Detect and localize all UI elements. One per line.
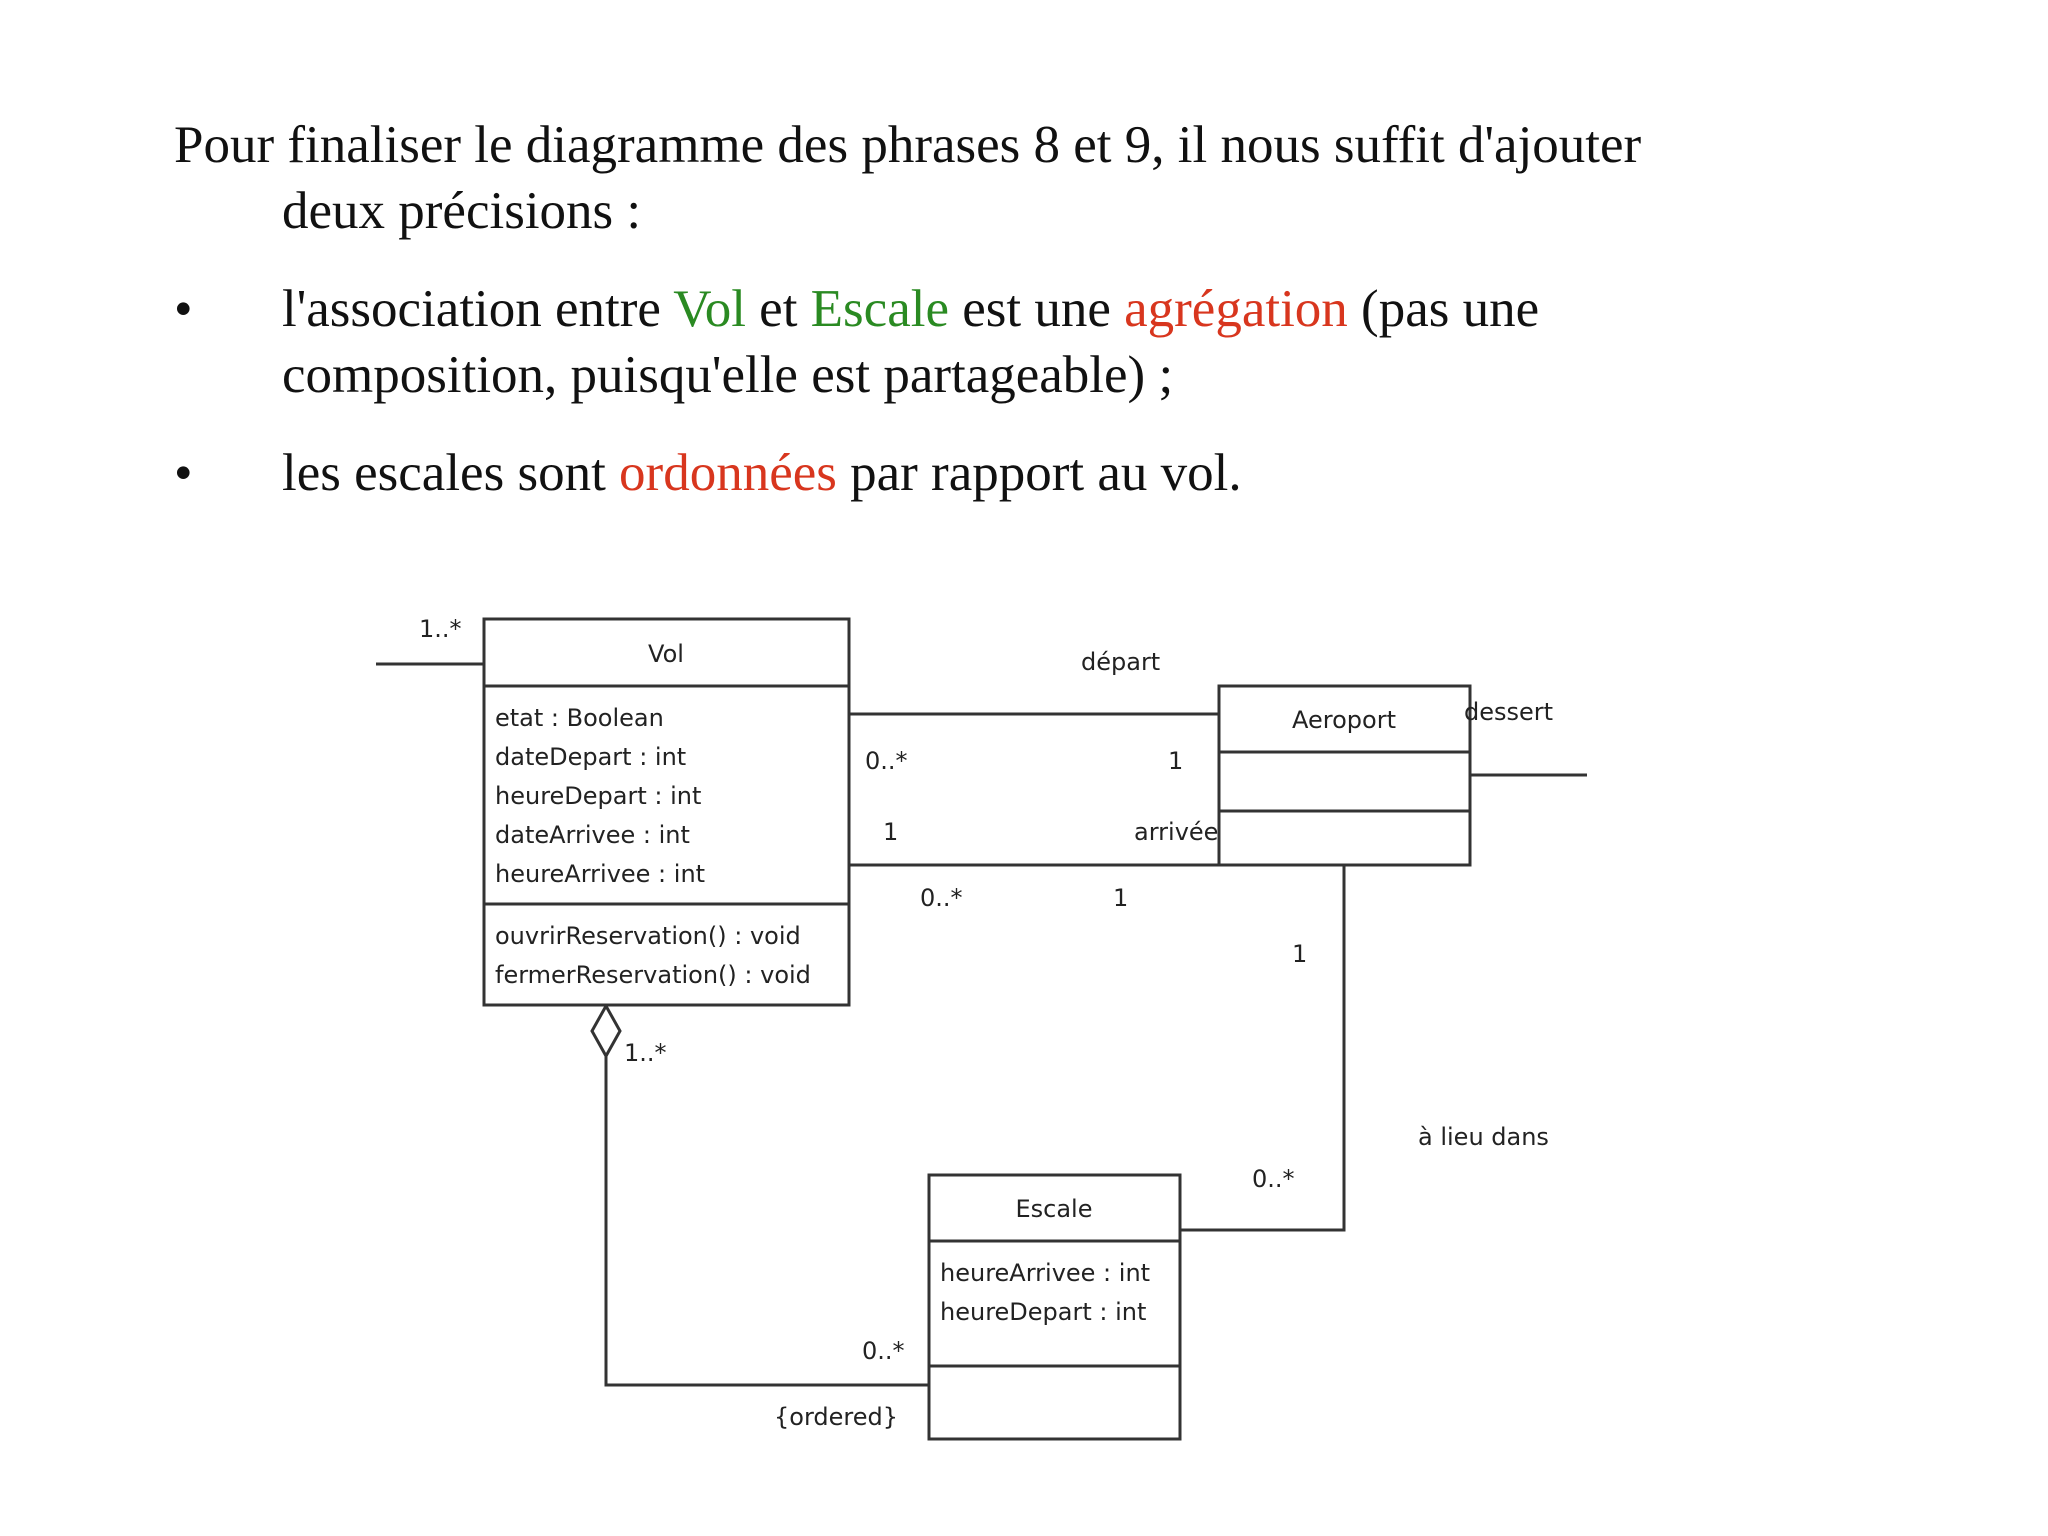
bullet-1-text-b: et	[745, 280, 811, 338]
bullet-1-text-d: (pas une	[1347, 280, 1540, 338]
vol-attr-dateArrivee: dateArrivee : int	[495, 821, 690, 849]
term-escale: Escale	[810, 280, 949, 338]
intro-line-2: deux précisions :	[282, 182, 642, 240]
aeroport-class-name: Aeroport	[1292, 706, 1396, 734]
class-vol	[484, 619, 849, 1005]
intro-line-1: Pour finaliser le diagramme des phrases 8 et 9, il nous suffit d'ajouter	[174, 116, 1642, 174]
bullet-2-marker: •	[174, 444, 193, 502]
bullet-2-text-b: par rapport au vol.	[836, 444, 1242, 502]
bullet-1-marker: •	[174, 280, 193, 338]
lower-vol-multiplicity: 0..*	[920, 884, 963, 912]
vol-op-ouvrir: ouvrirReservation() : void	[495, 922, 801, 950]
aggregation-diamond	[592, 1006, 620, 1056]
aggregation-line	[606, 1056, 929, 1385]
arrivee-vol-multiplicity: 1	[883, 818, 899, 846]
lieu-aeroport-multiplicity: 1	[1292, 940, 1308, 968]
vol-attr-heureDepart: heureDepart : int	[495, 782, 702, 810]
aggregation-vol-multiplicity: 1..*	[624, 1039, 667, 1067]
dessert-role-label: dessert	[1464, 698, 1554, 726]
depart-aeroport-multiplicity: 1	[1168, 747, 1184, 775]
lower-aeroport-multiplicity: 1	[1113, 884, 1129, 912]
ordered-constraint: {ordered}	[774, 1403, 899, 1431]
lieu-escale-multiplicity: 0..*	[1252, 1165, 1295, 1193]
bullet-2-text-a: les escales sont	[282, 444, 620, 502]
arrivee-role-label: arrivée	[1134, 818, 1219, 846]
escale-class-name: Escale	[1015, 1195, 1093, 1223]
class-aeroport	[1219, 686, 1470, 865]
bullet-1-line-2: composition, puisqu'elle est partageable) ;	[282, 346, 1174, 404]
vol-attr-heureArrivee: heureArrivee : int	[495, 860, 706, 888]
escale-attr-heureDepart: heureDepart : int	[940, 1298, 1147, 1326]
bullet-1-text-a: l'association entre	[282, 280, 674, 338]
escale-attr-heureArrivee: heureArrivee : int	[940, 1259, 1151, 1287]
vol-class-name: Vol	[648, 640, 684, 668]
class-escale	[929, 1175, 1180, 1439]
vol-self-multiplicity: 1..*	[419, 615, 462, 643]
a-lieu-dans-label: à lieu dans	[1418, 1123, 1549, 1151]
depart-role-label: départ	[1081, 648, 1161, 676]
vol-op-fermer: fermerReservation() : void	[495, 961, 811, 989]
depart-vol-multiplicity: 0..*	[865, 747, 908, 775]
bullet-1-text-c: est une	[948, 280, 1125, 338]
term-ordonnees: ordonnées	[619, 444, 837, 502]
vol-attr-dateDepart: dateDepart : int	[495, 743, 687, 771]
vol-attr-etat: etat : Boolean	[495, 704, 664, 732]
aggregation-escale-multiplicity: 0..*	[862, 1337, 905, 1365]
term-agregation: agrégation	[1124, 280, 1348, 338]
term-vol: Vol	[673, 280, 746, 338]
